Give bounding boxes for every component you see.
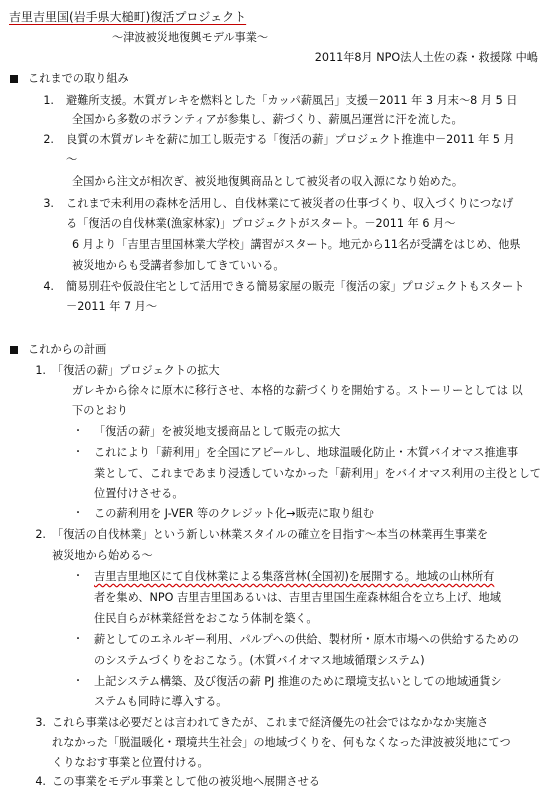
- list-item-line: 被災地から始める～: [52, 549, 153, 562]
- list-item-line: 避難所支援。木質ガレキを燃料とした「カッパ薪風呂」支援－2011 年 3 月末～8 月 5 日: [66, 94, 518, 107]
- list-number: 1.: [43, 94, 54, 107]
- list-item-line: －2011 年 7 月～: [66, 300, 158, 313]
- bullet-line: これにより「薪利用」を全国にアピールし、地球温暖化防止・木質バイオマス推進事: [94, 446, 519, 459]
- bullet-line: 位置付けさせる。: [94, 487, 184, 500]
- bullet-dot-icon: ・: [73, 676, 83, 687]
- document-subtitle: ～津波被災地復興モデル事業～: [112, 31, 269, 44]
- bullet-dot-icon: ・: [73, 508, 83, 519]
- list-item-line: 下のとおり: [72, 404, 128, 417]
- list-item-line: 6 月より「吉里吉里国林業大学校」講習がスタート。地元から11名が受講をはじめ、他県: [72, 238, 521, 251]
- bullet-dot-icon: ・: [73, 426, 83, 437]
- document-title: 吉里吉里国(岩手県大槌町)復活プロジェクト: [9, 10, 247, 24]
- list-item-line: れなかった「脱温暖化・環境共生社会」の地域づくりを、何もなくなった津波被災地にてつ: [52, 736, 511, 749]
- bullet-line: 業として、これまであまり浸透していなかった「薪利用」をバイオマス利用の主役として: [94, 467, 541, 480]
- list-item-line: ～: [66, 153, 78, 166]
- list-number: 2.: [43, 133, 54, 146]
- bullet-line: ステムも同時に導入する。: [94, 695, 228, 708]
- bullet-line: この薪利用を J-VER 等のクレジット化→販売に取り組む: [94, 507, 374, 520]
- list-number: 4.: [35, 775, 46, 788]
- list-item-line: る「復活の自伐林業(漁家林家)」プロジェクトがスタート。－2011 年 6 月～: [66, 217, 456, 230]
- square-bullet-icon: [10, 346, 18, 354]
- bullet-dot-icon: ・: [73, 571, 83, 582]
- list-item-line: 簡易別荘や仮設住宅として活用できる簡易家屋の販売「復活の家」プロジェクトもスタート: [66, 280, 525, 293]
- dateline: 2011年8月 NPO法人土佐の森・救援隊 中嶋: [314, 51, 538, 64]
- section-heading-future: [10, 341, 106, 360]
- list-item-line: ガレキから徐々に原木に移行させ、本格的な薪づくりを開始する。ストーリーとしては 以: [72, 384, 523, 397]
- list-item-line: 全国から多数のボランティアが参集し、薪づくり、薪風呂運営に汗を流した。: [72, 113, 463, 126]
- list-item-line: 被災地からも受講者参加してきていいる。: [72, 259, 285, 272]
- list-item-line: 「復活の自伐林業」という新しい林業スタイルの確立を目指す～本当の林業再生事業を: [52, 528, 489, 541]
- list-item-line: 全国から注文が相次ぎ、被災地復興商品として被災者の収入源になり始めた。: [72, 175, 464, 188]
- list-number: 3.: [35, 716, 46, 729]
- bullet-line: 住民自らが林業経営をおこなう体制を築く。: [94, 612, 318, 625]
- bullet-line: 薪としてのエネルギー利用、パルプへの供給、製材所・原木市場への供給するための: [94, 633, 519, 646]
- bullet-line: のシステムづくりをおこなう。(木質バイオマス地域循環システム): [94, 654, 425, 667]
- list-number: 1.: [35, 364, 46, 377]
- list-item-title: 「復活の薪」プロジェクトの拡大: [52, 364, 220, 377]
- section-heading-label: これまでの取り組み: [28, 72, 129, 85]
- bullet-dot-icon: ・: [73, 634, 83, 645]
- bullet-line: 「復活の薪」を被災地支援商品として販売の拡大: [94, 425, 341, 438]
- list-item-line: これまで未利用の森林を活用し、自伐林業にて被災者の仕事づくり、収入づくりにつなげ: [66, 197, 514, 210]
- section-heading-past: [10, 70, 129, 89]
- bullet-line: 吉里吉里地区にて自伐林業による集落営林(全国初)を展開する。地域の山林所有: [94, 570, 495, 583]
- list-item-line: これら事業は必要だとは言われてきたが、これまで経済優先の社会ではなかなか実施さ: [52, 716, 489, 729]
- list-item-line: くりなおす事業と位置付ける。: [52, 756, 209, 769]
- list-item-line: この事業をモデル事業として他の被災地へ展開させる: [52, 775, 320, 788]
- list-number: 3.: [43, 197, 54, 210]
- square-bullet-icon: [10, 75, 18, 83]
- bullet-line: 上記システム構築、及び復活の薪 PJ 推進のために環境支払いとしての地域通貨シ: [94, 675, 502, 688]
- section-heading-label: これからの計画: [28, 343, 107, 356]
- bullet-line: 者を集め、NPO 吉里吉里国あるいは、吉里吉里国生産森林組合を立ち上げ、地域: [94, 591, 501, 604]
- list-item-line: 良質の木質ガレキを薪に加工し販売する「復活の薪」プロジェクト推進中－2011 年 5 月: [66, 133, 515, 146]
- list-number: 4.: [43, 280, 54, 293]
- bullet-dot-icon: ・: [73, 447, 83, 458]
- list-number: 2.: [35, 528, 46, 541]
